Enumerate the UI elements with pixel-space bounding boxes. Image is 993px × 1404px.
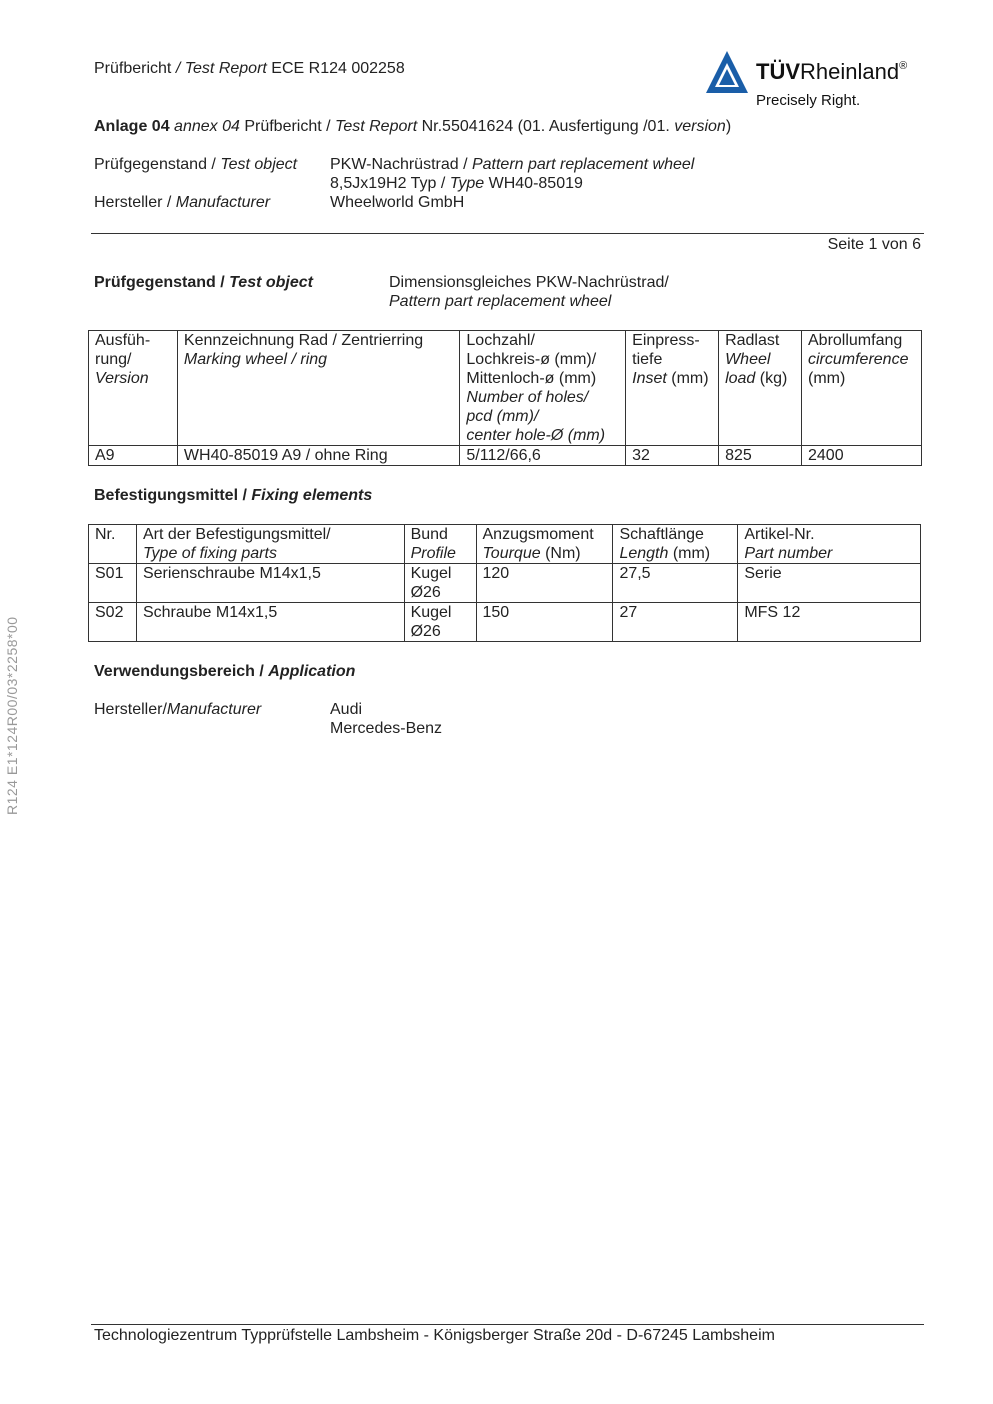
application-label-de: Hersteller/	[94, 701, 167, 718]
column-header	[719, 331, 802, 446]
fixing-heading-en: Fixing elements	[251, 487, 373, 504]
table-cell-text: 27	[619, 604, 638, 621]
test-object-value	[389, 273, 669, 311]
column-header-de: Kennzeichnung Rad / Zentrierring	[183, 332, 424, 349]
column-header	[404, 525, 476, 564]
table-cell-text: Schraube M14x1,5	[142, 604, 278, 621]
table-cell-text: S02	[95, 604, 124, 621]
table-cell-text: Serienschraube M14x1,5	[142, 565, 321, 582]
test-object-value-de: Dimensionsgleiches PKW-Nachrüstrad/	[389, 274, 669, 291]
column-header-en: load	[725, 370, 756, 387]
object-label	[94, 155, 297, 174]
column-header-en: Tourque	[482, 545, 541, 562]
column-header-en: center hole-Ø (mm)	[466, 427, 606, 444]
report-title	[94, 59, 405, 78]
table-cell-text: Kugel	[410, 604, 452, 621]
application-makes	[330, 700, 442, 738]
application-heading-de: Verwendungsbereich /	[94, 663, 269, 680]
annex-close: )	[725, 118, 732, 135]
column-header	[177, 331, 459, 446]
report-title-de: Prüfbericht	[94, 60, 172, 77]
test-object-value-en: Pattern part replacement wheel	[389, 293, 612, 310]
column-header-unit: (mm)	[666, 370, 709, 387]
footer-address: Technologiezentrum Typprüfstelle Lambsheim - Königsberger Straße 20d - D-67245 Lambsheim	[94, 1327, 775, 1344]
tuv-logo	[704, 47, 926, 113]
column-header-unit: (Nm)	[540, 545, 581, 562]
table-cell-text: A9	[95, 447, 115, 464]
table-cell	[738, 603, 921, 642]
table-header-row	[89, 331, 922, 446]
annex-line	[94, 117, 731, 136]
column-header-en: Length	[619, 545, 669, 562]
annex-label: Anlage 04	[94, 118, 170, 135]
table-row	[89, 446, 922, 466]
column-header-de: Einpress-	[632, 332, 700, 349]
table-cell	[719, 446, 802, 466]
table-row	[89, 603, 921, 642]
column-header-en: Marking wheel / ring	[183, 351, 328, 368]
column-header-en: Type of fixing parts	[142, 545, 277, 562]
annex-version-en: version	[674, 118, 726, 135]
column-header	[476, 525, 613, 564]
table-cell	[613, 564, 738, 603]
column-header-de: Art der Befestigungsmittel/	[142, 526, 331, 543]
column-header	[460, 331, 626, 446]
column-header-de: Nr.	[95, 526, 116, 543]
table-cell-text: Kugel	[410, 565, 452, 582]
table-cell-text: 32	[632, 447, 650, 464]
tuv-brand-regular: Rheinland	[800, 59, 900, 84]
fixing-heading-de: Befestigungsmittel /	[94, 487, 252, 504]
column-header-de: Schaftlänge	[619, 526, 704, 543]
tuv-triangle-icon	[704, 49, 750, 95]
test-object-heading	[94, 273, 313, 292]
report-title-en: Test Report	[184, 60, 267, 77]
column-header-de: Bund	[410, 526, 448, 543]
object-type-a: 8,5Jx19H2 Typ /	[330, 175, 450, 192]
table-cell-text: S01	[95, 565, 124, 582]
table-row	[89, 564, 921, 603]
column-header-de: Ausfüh-	[95, 332, 151, 349]
annex-report-de: Prüfbericht /	[239, 118, 336, 135]
table-cell-text: MFS 12	[744, 604, 801, 621]
column-header	[613, 525, 738, 564]
table-cell	[613, 603, 738, 642]
column-header-en: Profile	[410, 545, 456, 562]
tuv-reg-mark: ®	[899, 60, 908, 72]
object-type	[330, 174, 583, 193]
table-cell	[476, 603, 613, 642]
fixing-table	[88, 524, 921, 642]
table-cell	[626, 446, 719, 466]
column-header-en: Part number	[744, 545, 833, 562]
column-header-de: Mittenloch-ø (mm)	[466, 370, 597, 387]
object-label-de: Prüfgegenstand /	[94, 156, 221, 173]
test-object-heading-en: Test object	[229, 274, 313, 291]
table-cell	[89, 446, 178, 466]
column-header-en: circumference	[808, 351, 909, 368]
application-label-en: Manufacturer	[166, 701, 262, 718]
column-header-de: Artikel-Nr.	[744, 526, 815, 543]
column-header-de: Anzugsmoment	[482, 526, 594, 543]
column-header-unit: (mm)	[808, 370, 846, 387]
table-header-row	[89, 525, 921, 564]
object-value-en: Pattern part replacement wheel	[471, 156, 695, 173]
annex-number: Nr.55041624 (01. Ausfertigung /01.	[417, 118, 675, 135]
application-heading-en: Application	[268, 663, 356, 680]
fixing-heading	[94, 486, 372, 505]
object-value-de: PKW-Nachrüstrad /	[330, 156, 472, 173]
column-header-de: rung/	[95, 351, 132, 368]
manufacturer-label-en: Manufacturer	[175, 194, 271, 211]
annex-label-en: annex 04	[169, 118, 240, 135]
table-cell-text: 825	[725, 447, 752, 464]
table-cell	[404, 564, 476, 603]
column-header	[89, 525, 137, 564]
report-title-sep: /	[171, 60, 185, 77]
object-type-c: WH40-85019	[484, 175, 583, 192]
table-cell	[177, 446, 459, 466]
column-header	[802, 331, 922, 446]
table-cell	[460, 446, 626, 466]
tuv-slogan: Precisely Right.	[756, 92, 861, 109]
test-object-heading-de: Prüfgegenstand /	[94, 274, 230, 291]
table-cell	[802, 446, 922, 466]
object-type-b: Type	[449, 175, 485, 192]
object-value	[330, 155, 694, 174]
column-header-en: Wheel	[725, 351, 771, 368]
object-label-en: Test object	[220, 156, 298, 173]
report-title-standard: ECE R124 002258	[266, 60, 405, 77]
table-cell	[738, 564, 921, 603]
tuv-brand-bold: TÜV	[756, 59, 800, 84]
column-header	[626, 331, 719, 446]
column-header-en: pcd (mm)/	[466, 408, 539, 425]
column-header-en: Number of holes/	[466, 389, 589, 406]
table-cell	[89, 564, 137, 603]
manufacturer-label	[94, 193, 270, 212]
annex-report-en: Test Report	[335, 118, 418, 135]
column-header-en: Inset	[632, 370, 667, 387]
table-cell-text: 150	[482, 604, 510, 621]
column-header	[738, 525, 921, 564]
approval-mark-side-text: R124 E1*124R00/03*2258*00	[4, 616, 20, 815]
footer-divider	[91, 1324, 924, 1325]
column-header	[136, 525, 404, 564]
table-cell-text: 2400	[808, 447, 844, 464]
column-header-de: Lochzahl/	[466, 332, 535, 349]
table-cell	[136, 564, 404, 603]
manufacturer-label-de: Hersteller /	[94, 194, 176, 211]
manufacturer-value: Wheelworld GmbH	[330, 194, 465, 211]
table-cell-text: 27,5	[619, 565, 651, 582]
column-header-en: Version	[95, 370, 149, 387]
table-cell-text: Ø26	[410, 584, 441, 601]
make-item: Mercedes-Benz	[330, 720, 443, 737]
application-heading	[94, 662, 355, 681]
column-header-unit: (mm)	[668, 545, 711, 562]
column-header	[89, 331, 178, 446]
header-divider	[91, 233, 924, 234]
column-header-de: Radlast	[725, 332, 780, 349]
column-header-de: Abrollumfang	[808, 332, 903, 349]
make-item: Audi	[330, 701, 363, 718]
wheel-table	[88, 330, 922, 466]
table-cell-text: Serie	[744, 565, 782, 582]
tuv-brand-text	[756, 59, 907, 85]
table-cell	[89, 603, 137, 642]
table-cell	[404, 603, 476, 642]
column-header-unit: (kg)	[755, 370, 788, 387]
table-cell	[136, 603, 404, 642]
column-header-de: Lochkreis-ø (mm)/	[466, 351, 597, 368]
table-cell-text: WH40-85019 A9 / ohne Ring	[183, 447, 388, 464]
page-number: Seite 1 von 6	[827, 236, 921, 253]
application-manufacturer-label	[94, 700, 261, 719]
column-header-de: tiefe	[632, 351, 663, 368]
table-cell-text: 120	[482, 565, 510, 582]
table-cell-text: 5/112/66,6	[466, 447, 541, 464]
table-cell	[476, 564, 613, 603]
table-cell-text: Ø26	[410, 623, 441, 640]
